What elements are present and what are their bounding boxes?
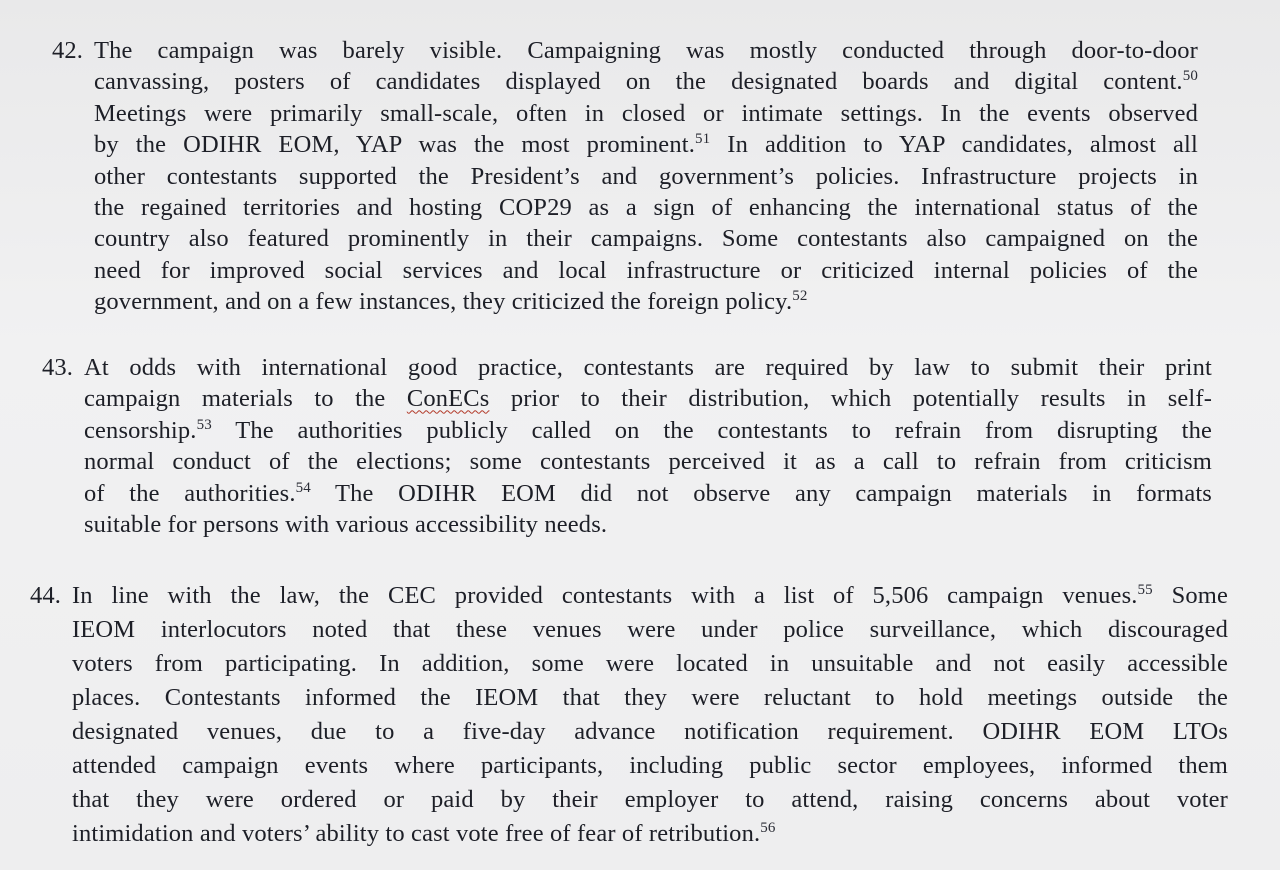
text-line xyxy=(84,446,1212,477)
text-line xyxy=(84,352,1212,383)
line-text: of the authorities. xyxy=(84,479,296,507)
text-line xyxy=(72,715,1228,749)
line-text: that they were ordered or paid by their employer to attend, raising concerns about voter xyxy=(72,786,1228,813)
line-text: campaign materials to the xyxy=(84,385,407,413)
text-line xyxy=(72,681,1228,715)
line-text-continued: The authorities publicly called on the contestants to refrain from disrupting the xyxy=(211,416,1212,444)
line-text: In line with the law, the CEC provided contestants with a list of 5,506 campaign venues. xyxy=(72,582,1138,609)
paragraph-42 xyxy=(52,35,1198,318)
line-text-continued: Some xyxy=(1152,582,1228,609)
line-text: canvassing, posters of candidates displayed on the designated boards and digital content. xyxy=(94,68,1183,96)
paragraph-body xyxy=(84,352,1212,540)
line-text: normal conduct of the elections; some contestants perceived it as a call to refrain from criticism xyxy=(84,448,1212,476)
text-line xyxy=(94,161,1198,192)
text-line xyxy=(72,613,1228,647)
line-text: attended campaign events where participants, including public sector employees, informed them xyxy=(72,752,1228,779)
line-text: Meetings were primarily small-scale, often in closed or intimate settings. In the events observed xyxy=(94,99,1198,127)
text-line xyxy=(94,223,1198,254)
text-line xyxy=(84,415,1212,446)
line-text: country also featured prominently in their campaigns. Some contestants also campaigned on the xyxy=(94,225,1198,253)
text-line xyxy=(94,98,1198,129)
text-line xyxy=(84,383,1212,414)
paragraph-number: 44. xyxy=(30,582,62,609)
footnote-reference[interactable]: 55 xyxy=(1137,582,1153,598)
paragraph-body xyxy=(72,579,1228,851)
text-line xyxy=(72,749,1228,783)
text-line xyxy=(84,509,1212,540)
footnote-reference[interactable]: 52 xyxy=(792,288,808,305)
line-text: At odds with international good practice, contestants are required by law to submit their print xyxy=(84,354,1212,381)
footnote-reference[interactable]: 54 xyxy=(295,479,311,496)
text-line xyxy=(94,192,1198,223)
footnote-reference[interactable]: 50 xyxy=(1182,68,1198,85)
line-text: intimidation and voters’ ability to cast vote free of fear of retribution. xyxy=(72,820,761,847)
text-line xyxy=(94,255,1198,286)
line-text: by the ODIHR EOM, YAP was the most prominent. xyxy=(94,131,695,159)
text-line xyxy=(72,647,1228,681)
text-line xyxy=(72,817,1228,851)
paragraph-44 xyxy=(30,579,1228,851)
paragraph-number: 43. xyxy=(42,354,74,381)
spellcheck-flagged-word: ConECs xyxy=(406,385,490,413)
text-line xyxy=(94,66,1198,97)
line-text: other contestants supported the President’s and government’s policies. Infrastructure projects in xyxy=(94,162,1198,190)
paragraph-number: 42. xyxy=(52,37,84,64)
text-line xyxy=(94,129,1198,160)
line-text-continued: prior to their distribution, which potentially results in self- xyxy=(489,385,1212,413)
line-text: need for improved social services and local infrastructure or criticized internal policies of the xyxy=(94,256,1198,284)
paragraph-43 xyxy=(42,352,1212,540)
line-text-continued: The ODIHR EOM did not observe any campaign materials in formats xyxy=(310,479,1212,507)
footnote-reference[interactable]: 51 xyxy=(694,131,711,148)
footnote-reference[interactable]: 53 xyxy=(196,416,212,433)
line-text-continued: In addition to YAP candidates, almost all xyxy=(710,131,1198,159)
paragraph-body xyxy=(94,35,1198,318)
line-text: government, and on a few instances, they criticized the foreign policy. xyxy=(94,288,793,316)
text-line xyxy=(84,478,1212,509)
line-text: voters from participating. In addition, some were located in unsuitable and not easily accessible xyxy=(72,650,1228,677)
line-text: IEOM interlocutors noted that these venues were under police surveillance, which discouraged xyxy=(72,616,1228,643)
line-text: censorship. xyxy=(84,416,197,444)
line-text: the regained territories and hosting COP29 as a sign of enhancing the international status of the xyxy=(94,194,1198,222)
line-text: The campaign was barely visible. Campaigning was mostly conducted through door-to-door xyxy=(94,37,1198,64)
text-line xyxy=(94,286,1198,317)
line-text: places. Contestants informed the IEOM that they were reluctant to hold meetings outside the xyxy=(72,684,1228,711)
text-line xyxy=(72,579,1228,613)
text-line xyxy=(72,783,1228,817)
footnote-reference[interactable]: 56 xyxy=(760,820,776,836)
line-text: suitable for persons with various accessibility needs. xyxy=(84,511,608,539)
text-line xyxy=(94,35,1198,66)
line-text: designated venues, due to a five-day advance notification requirement. ODIHR EOM LTOs xyxy=(72,718,1228,745)
